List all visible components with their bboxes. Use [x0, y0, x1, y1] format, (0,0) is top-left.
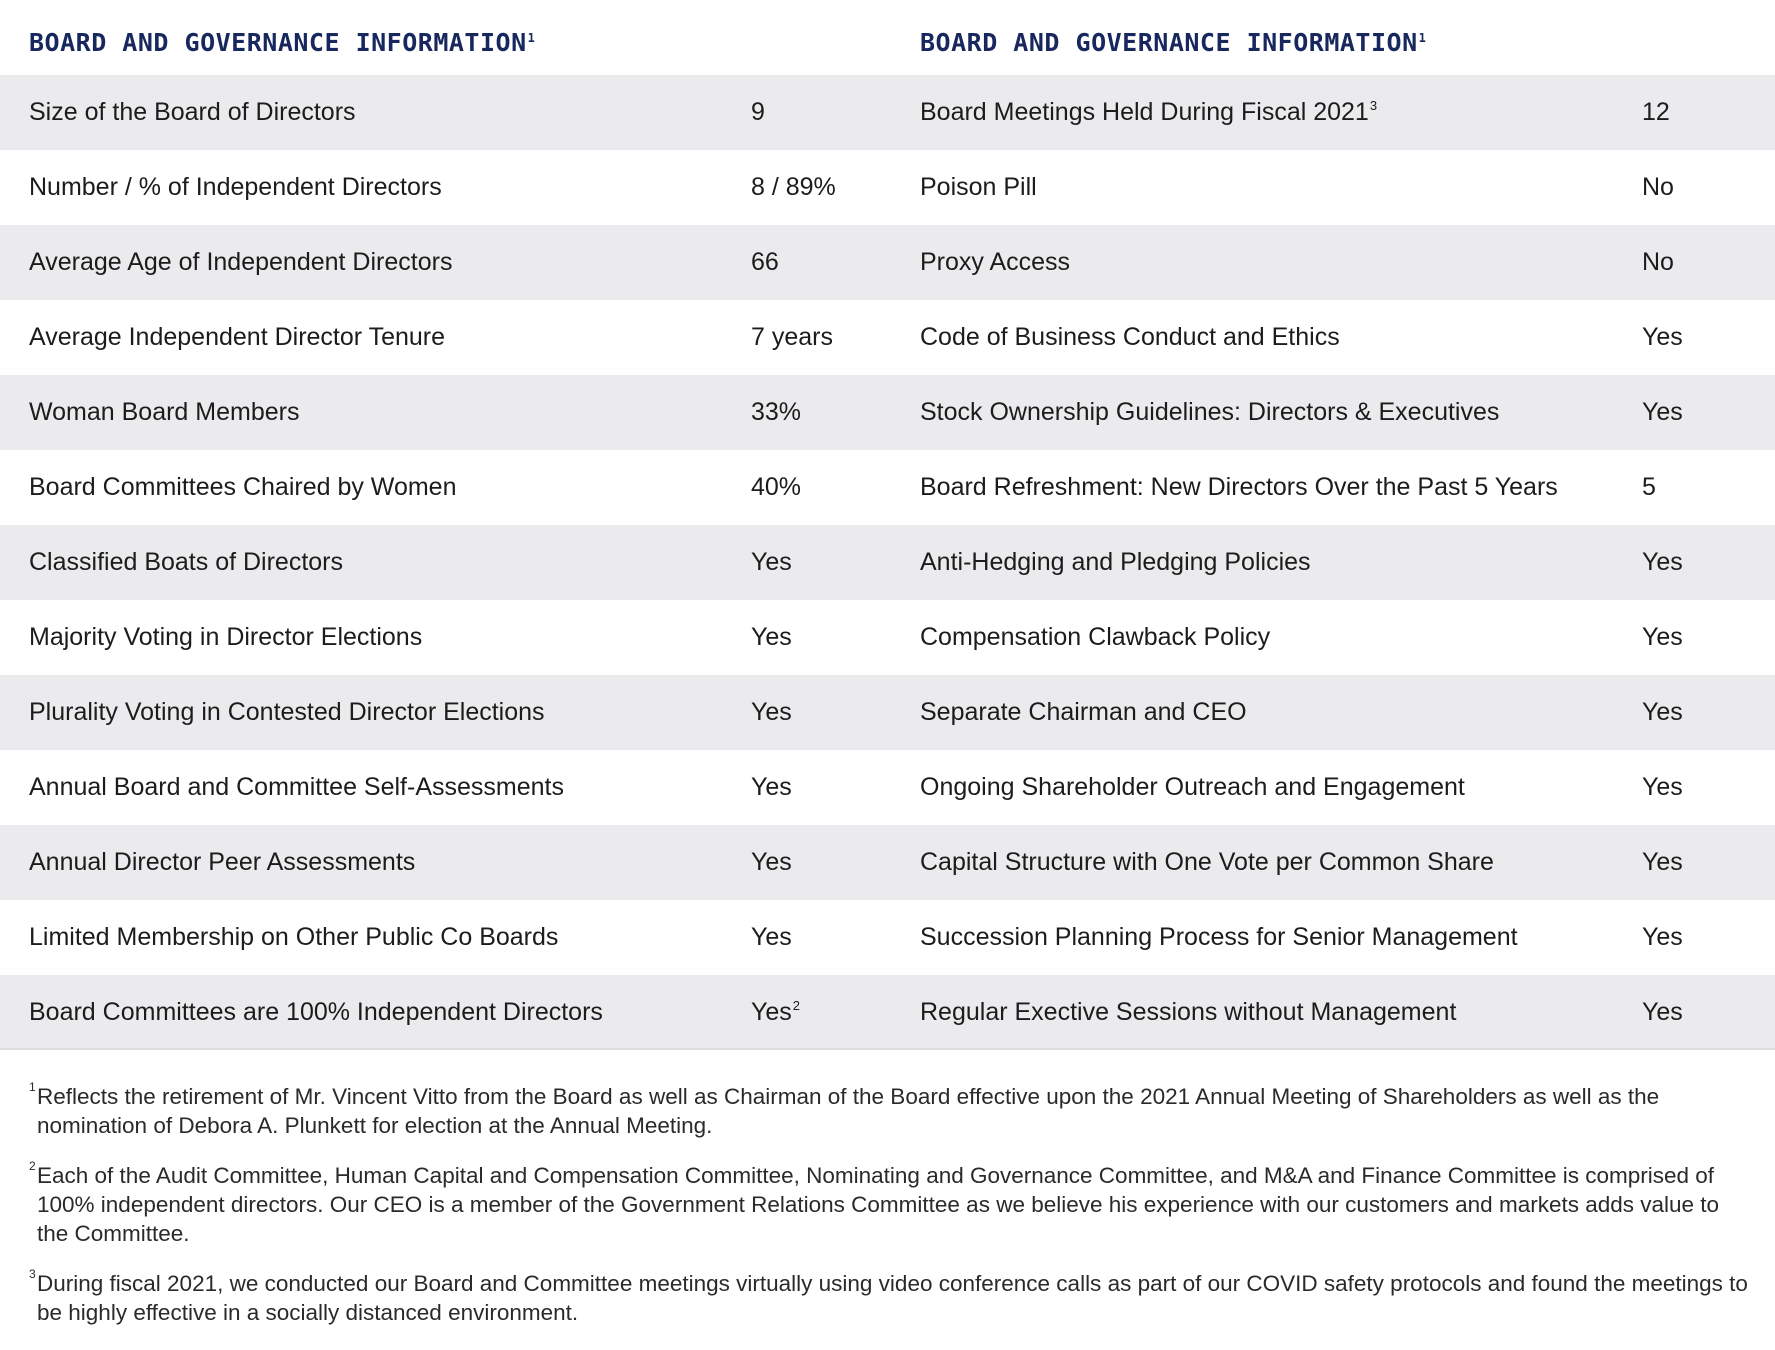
row-value-right-text: 5 [1642, 473, 1656, 501]
row-label-right [920, 450, 1558, 525]
row-label-left-text: Classified Boats of Directors [29, 548, 344, 576]
row-value-right [1642, 150, 1674, 225]
footnote-text: Each of the Audit Committee, Human Capital and Compensation Committee, Nominating and Governance Committee, and M&A and Finance Committee is comprised of 100% independent directors. Our CEO is a member of the Government Relations Committee as we believe his experience with our customers and markets adds value to the Committee. [37, 1163, 1720, 1246]
row-value-right-text: Yes [1642, 323, 1683, 351]
row-value-left-text: 8 / 89% [751, 173, 836, 201]
row-label-left [29, 900, 558, 975]
row-label-right-text: Succession Planning Process for Senior Management [920, 923, 1518, 951]
row-value-right-text: Yes [1642, 623, 1683, 651]
row-label-right-text: Separate Chairman and CEO [920, 698, 1247, 726]
row-label-right-text: Board Meetings Held During Fiscal 2021 [920, 98, 1369, 126]
footnotes [29, 1082, 1749, 1348]
row-value-left [751, 225, 779, 300]
footnote-mark: 2 [29, 1159, 36, 1173]
row-label-left-text: Annual Board and Committee Self-Assessments [29, 773, 564, 801]
row-value-right [1642, 825, 1683, 900]
row-label-left [29, 150, 442, 225]
header-right-title: BOARD AND GOVERNANCE INFORMATION [920, 28, 1418, 57]
row-label-left [29, 675, 545, 750]
row-value-left [751, 450, 801, 525]
row-value-right-text: Yes [1642, 398, 1683, 426]
row-value-left [751, 975, 800, 1050]
row-value-right [1642, 375, 1683, 450]
header-left [29, 28, 535, 57]
row-label-right-text: Poison Pill [920, 173, 1037, 201]
row-label-right-text: Capital Structure with One Vote per Common Share [920, 848, 1494, 876]
table-row [0, 375, 1775, 450]
row-label-left [29, 225, 452, 300]
table-row [0, 75, 1775, 150]
footnote-mark: 3 [29, 1267, 36, 1281]
row-value-right [1642, 750, 1683, 825]
row-label-left-text: Board Committees are 100% Independent Directors [29, 998, 603, 1026]
row-value-left [751, 825, 792, 900]
row-label-right [920, 675, 1247, 750]
table-row [0, 825, 1775, 900]
row-label-right [920, 975, 1456, 1050]
table-row [0, 975, 1775, 1050]
row-label-left-text: Annual Director Peer Assessments [29, 848, 416, 876]
row-value-left [751, 300, 833, 375]
row-label-left [29, 975, 603, 1050]
header-right [920, 28, 1426, 57]
row-value-left [751, 900, 792, 975]
footnote-text: During fiscal 2021, we conducted our Board and Committee meetings virtually using video conference calls as part of our COVID safety protocols and found the meetings to be highly effective in a socially distanced environment. [37, 1271, 1748, 1325]
row-label-right [920, 375, 1499, 450]
table-row [0, 225, 1775, 300]
footnote-1 [29, 1082, 1749, 1140]
row-value-right-text: Yes [1642, 698, 1683, 726]
row-value-left-text: 9 [751, 98, 765, 126]
row-value-left [751, 525, 792, 600]
row-value-right-text: Yes [1642, 548, 1683, 576]
footnote-mark: 1 [29, 1080, 36, 1094]
row-label-left-text: Number / % of Independent Directors [29, 173, 442, 201]
row-value-right [1642, 75, 1670, 150]
row-label-left [29, 525, 343, 600]
row-value-left-text: 66 [751, 248, 779, 276]
row-label-left-text: Majority Voting in Director Elections [29, 623, 423, 651]
row-value-left [751, 150, 836, 225]
row-label-right [920, 75, 1377, 150]
row-value-left-text: 33% [751, 398, 802, 426]
row-label-left-text: Board Committees Chaired by Women [29, 473, 457, 501]
row-label-left [29, 375, 299, 450]
row-value-right-text: Yes [1642, 998, 1683, 1026]
header-right-footnote-mark: 1 [1418, 30, 1427, 45]
row-label-right [920, 225, 1070, 300]
row-label-left [29, 450, 457, 525]
row-label-right-text: Compensation Clawback Policy [920, 623, 1271, 651]
row-label-right [920, 525, 1311, 600]
row-label-left-text: Woman Board Members [29, 398, 300, 426]
row-value-left-text: Yes [751, 773, 792, 801]
row-value-left-text: Yes [751, 698, 792, 726]
row-value-left [751, 75, 765, 150]
row-value-left-text: Yes [751, 923, 792, 951]
row-label-left [29, 750, 564, 825]
row-label-right-text: Regular Exective Sessions without Management [920, 998, 1457, 1026]
row-label-left-text: Average Age of Independent Directors [29, 248, 453, 276]
row-value-right-text: 12 [1642, 98, 1670, 126]
table-row [0, 600, 1775, 675]
table-row [0, 900, 1775, 975]
row-value-left-text: Yes [751, 623, 792, 651]
row-label-left-text: Average Independent Director Tenure [29, 323, 446, 351]
row-label-right-text: Anti-Hedging and Pledging Policies [920, 548, 1311, 576]
row-label-left [29, 75, 356, 150]
row-value-right-text: No [1642, 173, 1674, 201]
row-value-right [1642, 300, 1683, 375]
row-label-right-text: Ongoing Shareholder Outreach and Engagement [920, 773, 1465, 801]
table-row [0, 450, 1775, 525]
row-label-right-text: Board Refreshment: New Directors Over the Past 5 Years [920, 473, 1558, 501]
row-value-right [1642, 675, 1683, 750]
row-label-right-text: Code of Business Conduct and Ethics [920, 323, 1340, 351]
table-row [0, 525, 1775, 600]
row-value-left-text: 7 years [751, 323, 833, 351]
row-value-right [1642, 450, 1656, 525]
row-label-right [920, 300, 1340, 375]
row-value-right [1642, 975, 1683, 1050]
row-value-right-text: Yes [1642, 923, 1683, 951]
row-label-right [920, 600, 1270, 675]
row-label-right [920, 150, 1037, 225]
row-label-left-text: Plurality Voting in Contested Director Elections [29, 698, 545, 726]
footnote-2 [29, 1161, 1749, 1248]
row-value-left [751, 600, 792, 675]
row-value-left-text: 40% [751, 473, 802, 501]
row-value-right [1642, 525, 1683, 600]
table-row [0, 675, 1775, 750]
table-body [0, 75, 1775, 1050]
footnote-text: Reflects the retirement of Mr. Vincent Vitto from the Board as well as Chairman of the Board effective upon the 2021 Annual Meeting of Shareholders as well as the nomination of Debora A. Plunkett for election at the Annual Meeting. [37, 1084, 1660, 1138]
table-row [0, 300, 1775, 375]
footnote-mark: 3 [1369, 98, 1378, 113]
row-value-right-text: Yes [1642, 773, 1683, 801]
row-label-right [920, 825, 1494, 900]
row-label-left [29, 825, 415, 900]
row-value-left-text: Yes [751, 548, 792, 576]
footnote-mark: 2 [792, 998, 801, 1013]
table-row [0, 750, 1775, 825]
table-header [0, 0, 1775, 75]
row-value-right [1642, 600, 1683, 675]
row-value-left-text: Yes [751, 848, 792, 876]
row-value-right-text: Yes [1642, 848, 1683, 876]
row-label-right-text: Stock Ownership Guidelines: Directors & Executives [920, 398, 1500, 426]
row-label-left [29, 300, 445, 375]
row-value-right [1642, 225, 1674, 300]
row-value-left [751, 750, 792, 825]
row-value-right-text: No [1642, 248, 1674, 276]
row-label-left-text: Size of the Board of Directors [29, 98, 356, 126]
header-left-title: BOARD AND GOVERNANCE INFORMATION [29, 28, 527, 57]
row-value-left [751, 675, 792, 750]
row-value-right [1642, 900, 1683, 975]
row-label-right-text: Proxy Access [920, 248, 1071, 276]
row-label-left-text: Limited Membership on Other Public Co Boards [29, 923, 559, 951]
row-label-right [920, 750, 1465, 825]
header-left-footnote-mark: 1 [527, 30, 536, 45]
row-label-left [29, 600, 422, 675]
row-value-left-text: Yes [751, 998, 792, 1026]
table-row [0, 150, 1775, 225]
row-label-right [920, 900, 1518, 975]
row-value-left [751, 375, 801, 450]
footnote-3 [29, 1269, 1749, 1327]
